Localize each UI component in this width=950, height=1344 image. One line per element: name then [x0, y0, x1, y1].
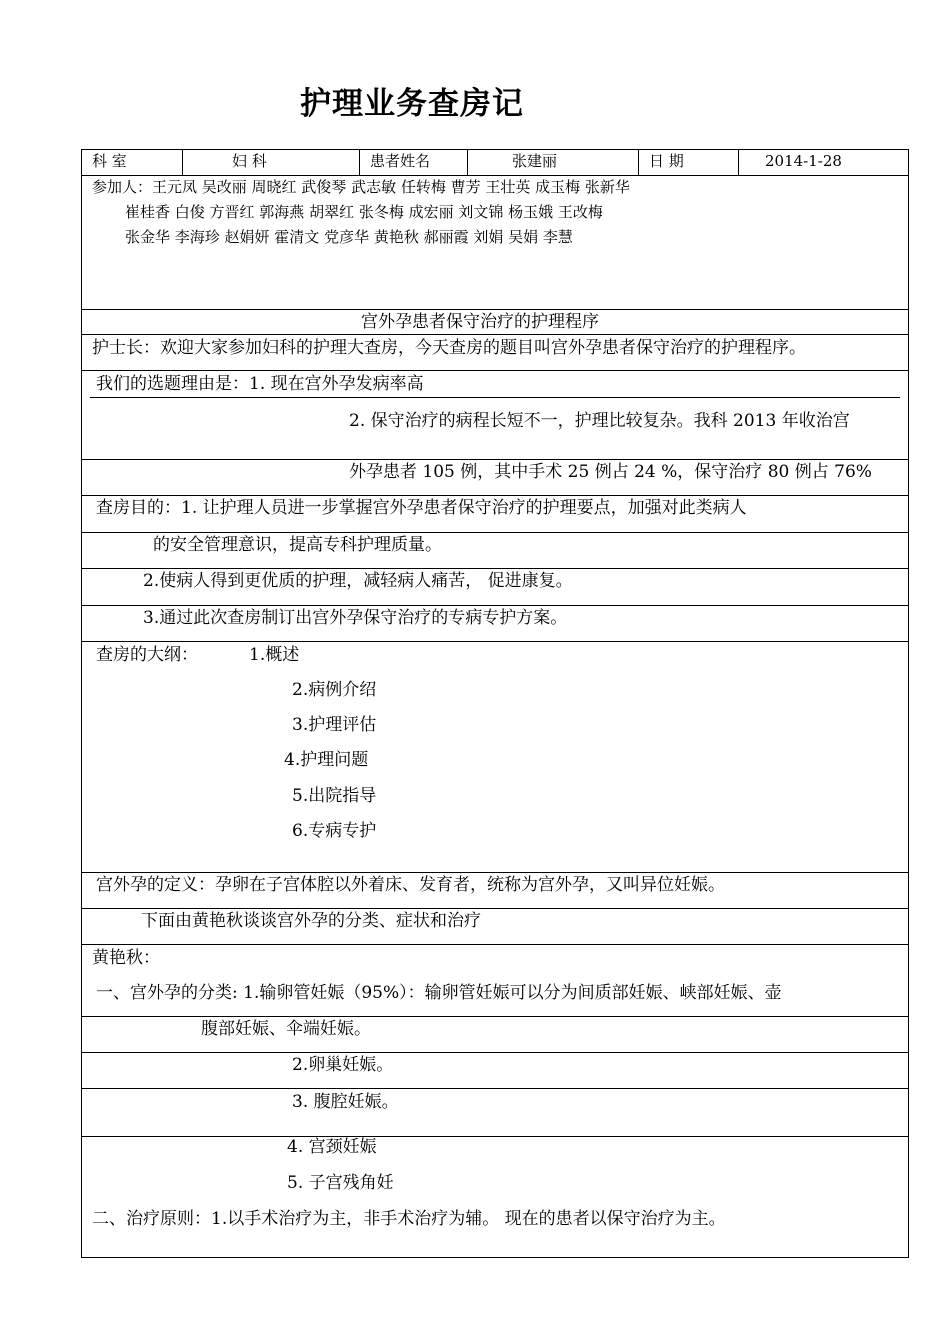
participants-line: 崔桂香 白俊 方晋红 郭海燕 胡翠红 张冬梅 成宏丽 刘文锦 杨玉娥 王改梅	[125, 203, 603, 221]
transition-text: 下面由黄艳秋谈谈宫外孕的分类、症状和治疗	[141, 911, 481, 931]
reason-line: 我们的选题理由是：1. 现在宫外孕发病率高	[96, 374, 424, 394]
definition-text: 宫外孕的定义：孕卵在子宫体腔以外着床、发育者，统称为宫外孕，又叫异位妊娠。	[96, 875, 725, 895]
participants-line: 张金华 李海珍 赵娟妍 霍清文 党彦华 黄艳秋 郝丽霞 刘娟 吴娟 李慧	[125, 228, 573, 246]
classification-line: 腹部妊娠、伞端妊娠。	[201, 1019, 371, 1039]
classification-item: 4. 宫颈妊娠	[287, 1137, 377, 1157]
purpose-line: 查房目的：1. 让护理人员进一步掌握宫外孕患者保守治疗的护理要点，加强对此类病人	[96, 498, 747, 518]
header-divider	[638, 149, 639, 175]
header-divider	[182, 149, 183, 175]
classification-line: 一、宫外孕的分类: 1.输卵管妊娠（95%）：输卵管妊娠可以分为间质部妊娠、峡部妊娠、壶	[96, 983, 782, 1003]
document-title: 护理业务查房记	[300, 86, 524, 122]
row-divider	[81, 1052, 909, 1053]
outline-item: 6.专病专护	[292, 821, 377, 841]
dept-value: 妇 科	[232, 152, 267, 170]
row-divider	[81, 1088, 909, 1089]
row-divider	[81, 641, 909, 642]
row-divider	[81, 334, 909, 335]
row-divider	[81, 175, 909, 176]
outline-item: 5.出院指导	[292, 786, 377, 806]
row-divider	[81, 605, 909, 606]
intro-text: 护士长：欢迎大家参加妇科的护理大查房，今天查房的题目叫宫外孕患者保守治疗的护理程序。	[92, 338, 806, 358]
row-divider	[81, 872, 909, 873]
row-divider	[81, 944, 909, 945]
row-divider	[81, 532, 909, 533]
outline-item: 1.概述	[249, 645, 300, 665]
row-divider	[81, 495, 909, 496]
classification-item: 2.卵巢妊娠。	[292, 1055, 394, 1075]
purpose-line: 3.通过此次查房制订出宫外孕保守治疗的专病专护方案。	[143, 608, 568, 628]
purpose-line: 2.使病人得到更优质的护理，减轻病人痛苦， 促进康复。	[143, 571, 573, 591]
row-divider	[81, 370, 909, 371]
dept-label: 科 室	[92, 152, 127, 170]
patient-label: 患者姓名	[370, 152, 431, 170]
header-divider	[467, 149, 468, 175]
classification-item: 5. 子宫残角妊	[287, 1173, 394, 1193]
speaker-label: 黄艳秋：	[92, 948, 160, 968]
patient-value: 张建丽	[512, 152, 558, 170]
outline-item: 2.病例介绍	[292, 680, 377, 700]
row-divider	[81, 1136, 909, 1137]
row-divider	[81, 309, 909, 310]
reason-line: 2. 保守治疗的病程长短不一，护理比较复杂。我科 2013 年收治宫	[349, 411, 850, 431]
classification-item: 3. 腹腔妊娠。	[292, 1092, 399, 1112]
reason-line: 外孕患者 105 例，其中手术 25 例占 24 %，保守治疗 80 例占 76%	[349, 462, 872, 482]
participants-line: 参加人：王元凤 吴改丽 周晓红 武俊琴 武志敏 任转梅 曹芳 王壮英 成玉梅 张新华	[92, 178, 630, 196]
row-divider	[81, 1016, 909, 1017]
date-value: 2014-1-28	[765, 152, 842, 170]
date-label: 日 期	[649, 152, 684, 170]
header-divider	[738, 149, 739, 175]
row-divider	[81, 459, 909, 460]
purpose-line: 的安全管理意识，提高专科护理质量。	[153, 535, 442, 555]
underline	[90, 397, 900, 398]
outline-item: 4.护理问题	[284, 750, 369, 770]
outline-label: 查房的大纲：	[96, 645, 198, 665]
treatment-text: 二、治疗原则：1.以手术治疗为主，非手术治疗为辅。 现在的患者以保守治疗为主。	[92, 1209, 726, 1229]
row-divider	[81, 568, 909, 569]
outline-item: 3.护理评估	[292, 715, 377, 735]
topic-heading: 宫外孕患者保守治疗的护理程序	[361, 312, 599, 332]
row-divider	[81, 908, 909, 909]
header-divider	[359, 149, 360, 175]
